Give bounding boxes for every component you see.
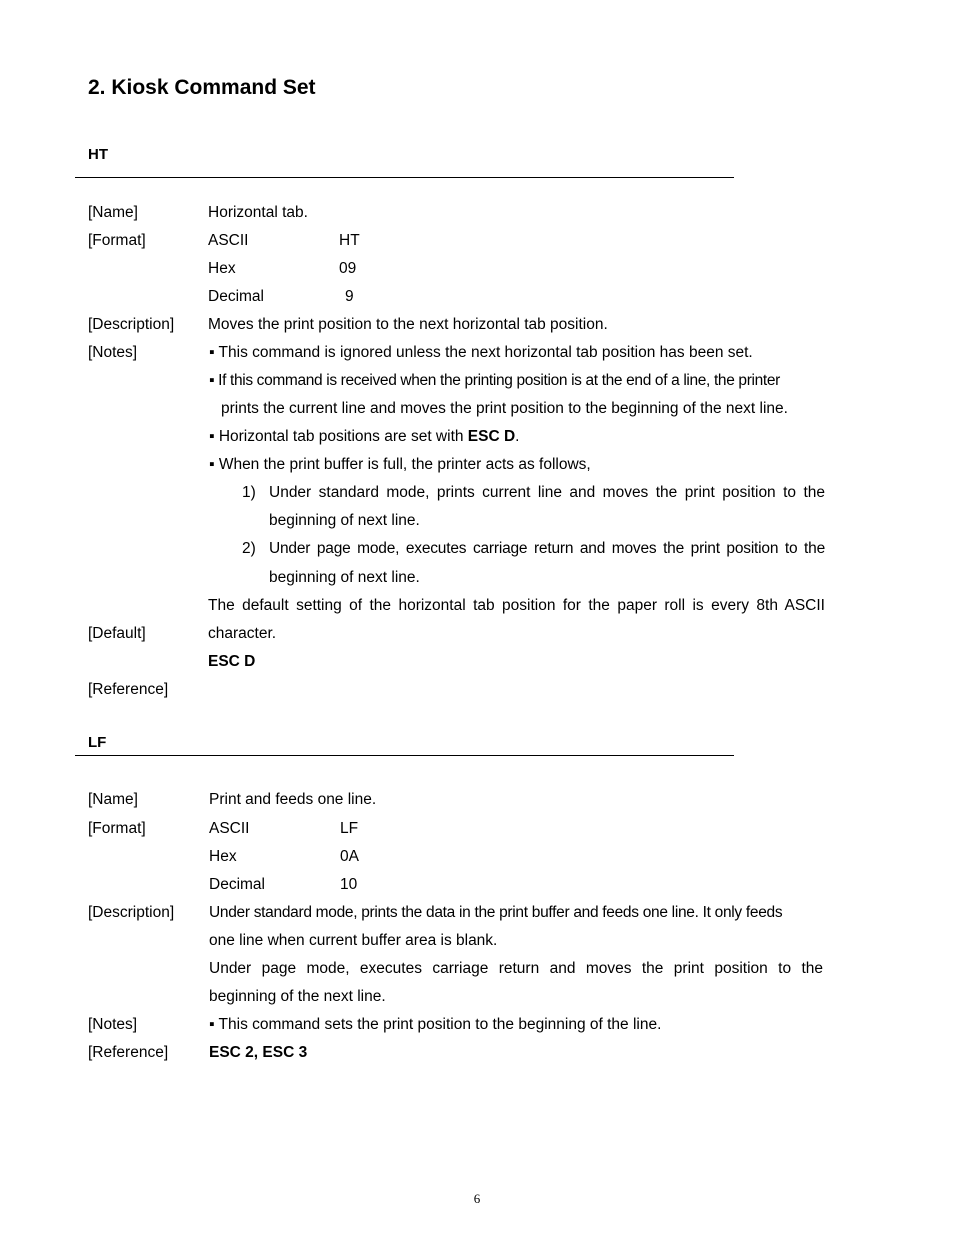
lf-name-value: Print and feeds one line. bbox=[209, 791, 377, 808]
ht-description-label: [Description] bbox=[88, 316, 175, 333]
ht-format-decimal-value: 9 bbox=[345, 288, 354, 305]
lf-reference-value: ESC 2, ESC 3 bbox=[209, 1044, 308, 1061]
ht-sub1-line2: beginning of next line. bbox=[269, 512, 420, 529]
lf-reference-label: [Reference] bbox=[88, 1044, 169, 1061]
ht-sub2-line1: Under page mode, executes carriage return and moves the print position to the bbox=[269, 540, 825, 557]
ht-note-item bbox=[209, 456, 591, 474]
bullet-icon: ▪ bbox=[209, 428, 215, 445]
ht-default-line2: character. bbox=[208, 625, 277, 642]
ht-sub1-line1: Under standard mode, prints current line and moves the print position to the bbox=[269, 484, 825, 501]
ht-format-ascii-key: ASCII bbox=[208, 232, 249, 249]
lf-divider bbox=[75, 755, 734, 756]
lf-desc2-line1: Under page mode, executes carriage return and moves the print position to the bbox=[209, 960, 823, 977]
ht-default-label: [Default] bbox=[88, 625, 146, 642]
ht-note-item bbox=[209, 428, 519, 446]
ht-notes-label: [Notes] bbox=[88, 344, 138, 361]
lf-description-label: [Description] bbox=[88, 904, 175, 921]
ht-note2-line1: If this command is received when the printing position is at the end of a line, the printer bbox=[218, 372, 780, 389]
bullet-icon: ▪ bbox=[209, 372, 215, 389]
ht-format-ascii-value: HT bbox=[339, 232, 360, 249]
lf-format-decimal-value: 10 bbox=[340, 876, 358, 893]
bullet-icon: ▪ bbox=[209, 344, 215, 361]
page-number: 6 bbox=[473, 1191, 481, 1206]
ht-name-label: [Name] bbox=[88, 204, 138, 221]
ht-reference-value: ESC D bbox=[208, 653, 256, 670]
ht-format-hex-key: Hex bbox=[208, 260, 236, 277]
ht-format-label: [Format] bbox=[88, 232, 146, 249]
lf-format-hex-value: 0A bbox=[340, 848, 359, 865]
ht-sub2-number: 2) bbox=[242, 540, 256, 557]
lf-name-label: [Name] bbox=[88, 791, 138, 808]
ht-note3-end: . bbox=[515, 428, 520, 445]
ht-note2-line2: prints the current line and moves the print position to the beginning of the next line. bbox=[221, 400, 788, 417]
ht-default-line1: The default setting of the horizontal tab position for the paper roll is every 8th ASCII bbox=[208, 597, 825, 614]
ht-note3-text: Horizontal tab positions are set with bbox=[218, 428, 468, 445]
ht-note3-command: ESC D bbox=[467, 428, 516, 445]
bullet-icon: ▪ bbox=[209, 1016, 215, 1033]
ht-heading: HT bbox=[88, 146, 108, 163]
ht-note1-text: This command is ignored unless the next horizontal tab position has been set. bbox=[218, 344, 753, 361]
lf-note-item bbox=[209, 1016, 661, 1034]
lf-heading: LF bbox=[88, 734, 107, 751]
lf-format-ascii-value: LF bbox=[340, 820, 359, 837]
ht-name-value: Horizontal tab. bbox=[208, 204, 308, 221]
ht-reference-label: [Reference] bbox=[88, 681, 169, 698]
ht-note-item bbox=[209, 344, 753, 362]
lf-notes-label: [Notes] bbox=[88, 1016, 138, 1033]
ht-sub2-line2: beginning of next line. bbox=[269, 569, 420, 586]
lf-desc1-line1: Under standard mode, prints the data in the print buffer and feeds one line. It only feeds bbox=[209, 904, 783, 921]
ht-description-text: Moves the print position to the next horizontal tab position. bbox=[208, 316, 608, 333]
lf-format-label: [Format] bbox=[88, 820, 146, 837]
lf-format-decimal-key: Decimal bbox=[209, 876, 265, 893]
ht-format-decimal-key: Decimal bbox=[208, 288, 264, 305]
ht-format-hex-value: 09 bbox=[339, 260, 357, 277]
lf-format-ascii-key: ASCII bbox=[209, 820, 250, 837]
ht-note-item bbox=[209, 372, 825, 390]
lf-desc1-line2: one line when current buffer area is blank. bbox=[209, 932, 498, 949]
lf-note1-text: This command sets the print position to the beginning of the line. bbox=[218, 1016, 662, 1033]
bullet-icon: ▪ bbox=[209, 456, 215, 473]
lf-format-hex-key: Hex bbox=[209, 848, 237, 865]
ht-note4-text: When the print buffer is full, the printer acts as follows, bbox=[218, 456, 591, 473]
ht-divider bbox=[75, 177, 734, 178]
lf-desc2-line2: beginning of the next line. bbox=[209, 988, 386, 1005]
ht-sub1-number: 1) bbox=[242, 484, 256, 501]
page-title: 2. Kiosk Command Set bbox=[88, 76, 316, 99]
